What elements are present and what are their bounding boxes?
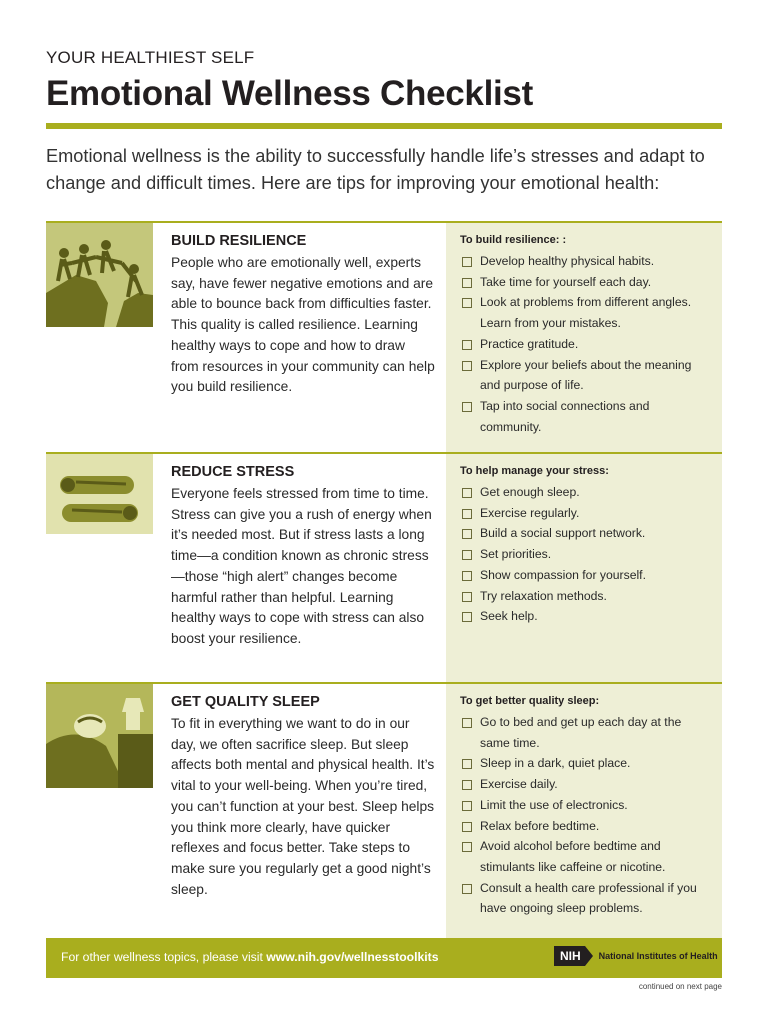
checkbox-icon[interactable]	[462, 509, 472, 519]
section-body: To fit in everything we want to do in our day, we often sacrifice sleep. But sleep affects both mental and physical health. It’s vital to your well-being. When you’re tired, you can’t function at your best. Sleep helps you think more clearly, have quicker reflexes and focus better. Take steps to make sure you regularly get a good night’s sleep.	[171, 716, 435, 897]
checkbox-icon[interactable]	[462, 718, 472, 728]
checklist-item: Go to bed and get up each day at the same time.	[460, 712, 708, 753]
tips-panel	[446, 454, 722, 684]
section-body: Everyone feels stressed from time to time. Stress can give you a rush of energy when it’s needed most. But if stress lasts a long time—a condition known as chronic stress—those “high alert” changes become harmful rather than helpful. Learning healthy ways to cope with stress can also boost your resilience.	[171, 486, 432, 646]
checkbox-icon[interactable]	[462, 529, 472, 539]
checklist-item: Sleep in a dark, quiet place.	[460, 753, 708, 774]
checklist-item: Build a social support network.	[460, 523, 708, 544]
section-reduce-stress	[46, 452, 722, 684]
checkbox-icon[interactable]	[462, 340, 472, 350]
checklist-item: Set priorities.	[460, 544, 708, 565]
section-heading: GET QUALITY SLEEP	[171, 694, 320, 710]
section-build-resilience	[46, 221, 722, 454]
checkbox-icon[interactable]	[462, 402, 472, 412]
checklist-item: Try relaxation methods.	[460, 586, 708, 607]
checklist-item: Explore your beliefs about the meaning and purpose of life.	[460, 355, 708, 396]
checkbox-icon[interactable]	[462, 592, 472, 602]
nih-logo-mark: NIH	[554, 946, 585, 966]
title-rule	[46, 123, 722, 129]
tips-panel	[446, 684, 722, 939]
checklist-item: Tap into social connections and community.	[460, 396, 708, 437]
checklist-item: Exercise regularly.	[460, 503, 708, 524]
checklist-item: Look at problems from different angles. Learn from your mistakes.	[460, 292, 708, 333]
checklist-item: Develop healthy physical habits.	[460, 251, 708, 272]
checkbox-icon[interactable]	[462, 801, 472, 811]
checkbox-icon[interactable]	[462, 278, 472, 288]
section-heading: REDUCE STRESS	[171, 464, 295, 480]
checkbox-icon[interactable]	[462, 361, 472, 371]
climbing-people-illustration	[46, 223, 153, 327]
footer-link[interactable]: www.nih.gov/wellnesstoolkits	[266, 950, 439, 964]
tips-heading: To help manage your stress:	[460, 465, 609, 477]
footer-bar	[46, 938, 722, 978]
checkbox-icon[interactable]	[462, 612, 472, 622]
relaxing-people-illustration	[46, 454, 153, 534]
intro-paragraph: Emotional wellness is the ability to successfully handle life’s stresses and adapt to change and difficult times. Here are tips for improving your emotional health:	[46, 146, 705, 193]
checkbox-icon[interactable]	[462, 884, 472, 894]
continued-note: continued on next page	[638, 982, 722, 991]
checkbox-icon[interactable]	[462, 298, 472, 308]
checklist-item: Exercise daily.	[460, 774, 708, 795]
tips-heading: To build resilience: :	[460, 234, 567, 246]
checkbox-icon[interactable]	[462, 842, 472, 852]
checklist-item: Avoid alcohol before bedtime and stimulants like caffeine or nicotine.	[460, 836, 708, 877]
checklist-item: Practice gratitude.	[460, 334, 708, 355]
checklist-item: Relax before bedtime.	[460, 816, 708, 837]
checkbox-icon[interactable]	[462, 822, 472, 832]
checkbox-icon[interactable]	[462, 780, 472, 790]
page-title: Emotional Wellness Checklist	[46, 74, 533, 113]
checklist-item: Seek help.	[460, 606, 708, 627]
page-kicker: YOUR HEALTHIEST SELF	[46, 48, 255, 67]
checklist-item: Show compassion for yourself.	[460, 565, 708, 586]
section-quality-sleep	[46, 682, 722, 939]
tips-heading: To get better quality sleep:	[460, 695, 600, 707]
footer-text: For other wellness topics, please visit www.nih.gov/wellnesstoolkits	[61, 950, 439, 964]
nih-org-name: National Institutes of Health	[598, 951, 718, 961]
checkbox-icon[interactable]	[462, 571, 472, 581]
checkbox-icon[interactable]	[462, 257, 472, 267]
section-heading: BUILD RESILIENCE	[171, 233, 307, 249]
section-body: People who are emotionally well, experts say, have fewer negative emotions and are able to bounce back from difficulties faster. This quality is called resilience. Learning healthy ways to cope and how to draw from resources in your community can help you build resilience.	[171, 255, 435, 395]
checklist-item: Limit the use of electronics.	[460, 795, 708, 816]
checklist-item: Get enough sleep.	[460, 482, 708, 503]
checkbox-icon[interactable]	[462, 488, 472, 498]
checklist-item: Take time for yourself each day.	[460, 272, 708, 293]
tips-panel	[446, 223, 722, 454]
checklist-item: Consult a health care professional if you have ongoing sleep problems.	[460, 878, 708, 919]
checkbox-icon[interactable]	[462, 759, 472, 769]
checkbox-icon[interactable]	[462, 550, 472, 560]
sleeping-person-illustration	[46, 684, 153, 788]
nih-logo	[554, 946, 718, 966]
